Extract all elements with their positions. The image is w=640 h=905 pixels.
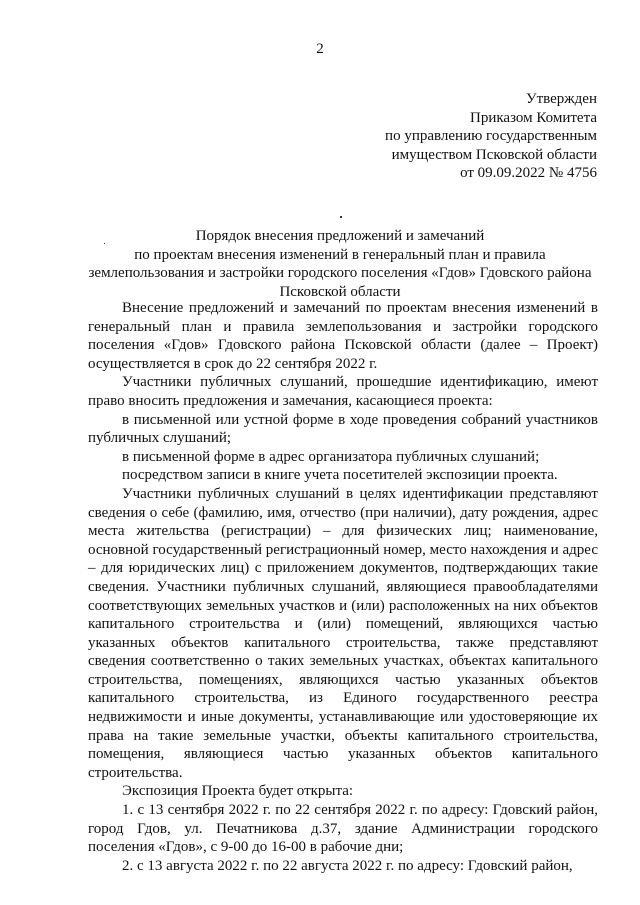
approval-line: Утвержден [525,91,597,107]
scan-speck [340,216,342,218]
paragraph-method-written: в письменной форме в адрес организатора публичных слушаний; [122,448,540,465]
document-body [88,299,598,875]
paragraph-exposition-2: 2. с 13 августа 2022 г. по 22 августа 2022 г. по адресу: Гдовский район, [122,857,573,874]
approval-stamp [385,90,597,183]
paragraph-identification: Участники публичных слушаний в целях идентификации представляют сведения о себе (фамилию, имя, отчество (при наличии), дату рождения, адрес места жительства (регистрации) – для физических лиц; наименование, основной государственный регистрационный номер, место нахождения и адрес – для юридических лиц) с приложением документов, подтверждающих такие сведения. Участники публичных слушаний, являющиеся правообладателями соответствующих земельных участков и (или) расположенных на них объектов капитального строительства и (или) помещений, являющихся частью указанных объектов капитального строительства, также представляют сведения соответственно о таких земельных участках, объектах капитального строительства, помещениях, являющихся частью указанных объектов капитального строительства, из Единого государственного реестра недвижимости и иные документы, устанавливающие или удостоверяющие их права на такие земельные участки, объекты капитального строительства, помещения, являющиеся частью указанных объектов капитального строительства. [88,485,598,781]
title-line: Псковской области [279,283,401,300]
paragraph-exposition-1: 1. с 13 сентября 2022 г. по 22 сентября 2022 г. по адресу: Гдовский район, город Гдов, ул. Печатникова д.37, здание Администрации городского поселения «Гдов», с 9-00 до 16-00 в рабочие дни; [88,802,598,856]
paragraph-deadline: Внесение предложений и замечаний по проектам внесения изменений в генеральный план и правила землепользования и застройки городского поселения «Гдов» Гдовского района Псковской области (далее – Проект) осуществляется в срок до 22 сентября 2022 г. [88,300,598,372]
paragraph-participants-rights: Участники публичных слушаний, прошедшие идентификацию, имеют право вносить предложения и замечания, касающиеся проекта: [88,374,598,409]
approval-line: имуществом Псковской области [391,146,597,163]
title-line: Порядок внесения предложений и замечаний [195,228,485,244]
document-title [60,227,620,301]
approval-line: Приказом Комитета [470,109,597,126]
paragraph-method-oral-written: в письменной или устной форме в ходе проведения собраний участников публичных слушаний; [88,411,598,447]
approval-line: от 09.09.2022 № 4756 [460,165,597,181]
page-number: 2 [316,41,324,57]
title-line: по проектам внесения изменений в генеральный план и правила [134,246,546,263]
title-line: землепользования и застройки городского поселения «Гдов» Гдовского района [88,265,592,281]
paragraph-method-book: посредством записи в книге учета посетителей экспозиции проекта. [122,467,558,484]
paragraph-exposition-intro: Экспозиция Проекта будет открыта: [122,783,354,800]
approval-line: по управлению государственным [385,128,597,144]
